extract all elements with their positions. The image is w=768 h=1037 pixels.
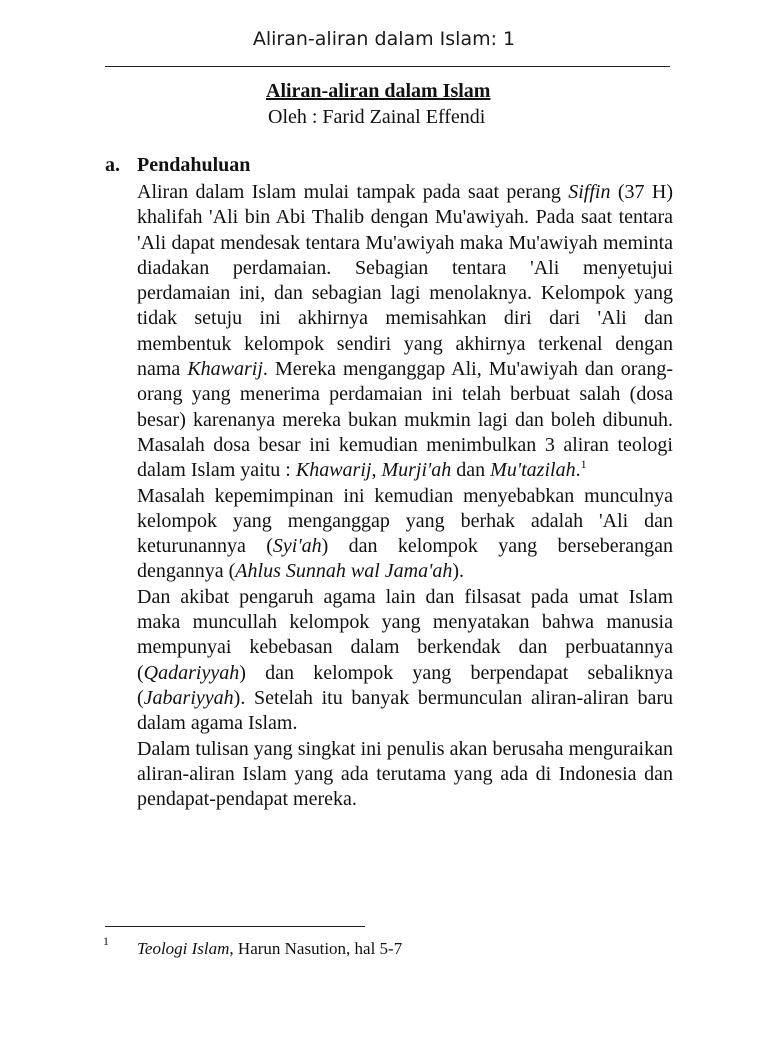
footnote-text: Teologi Islam, Harun Nasution, hal 5-7	[137, 939, 403, 958]
section-body	[137, 180, 673, 812]
footnote-number: 1	[103, 934, 109, 948]
footnote-rule	[105, 926, 365, 927]
footnote-ref[interactable]: 1	[580, 457, 587, 472]
document-title: Aliran-aliran dalam Islam	[266, 80, 491, 102]
author-line: Oleh : Farid Zainal Effendi	[268, 106, 486, 128]
running-header: Aliran-aliran dalam Islam: 1	[252, 28, 516, 50]
header-rule	[105, 66, 670, 67]
paragraph-4: Dalam tulisan yang singkat ini penulis akan berusaha menguraikan aliran-aliran Islam yang ada terutama yang ada di Indonesia dan pendapat-pendapat mereka.	[137, 737, 673, 811]
paragraph-2: Masalah kepemimpinan ini kemudian menyebabkan munculnya kelompok yang menganggap yang berhak adalah 'Ali dan keturunannya (Syi'ah) dan kelompok yang berseberangan dengannya (Ahlus Sunnah wal Jama'ah).	[137, 484, 673, 583]
section-marker: a.	[105, 154, 120, 176]
paragraph-1: Aliran dalam Islam mulai tampak pada saat perang Siffin (37 H) khalifah 'Ali bin Abi Thalib dengan Mu'awiyah. Pada saat tentara 'Ali dapat mendesak tentara Mu'awiyah maka Mu'awiyah meminta diadakan perdamaian. Sebagian tentara 'Ali menyetujui perdamaian ini, dan sebagian lagi menolaknya. Kelompok yang tidak setuju ini akhirnya memisahkan diri dari 'Ali dan membentuk kelompok sendiri yang akhirnya terkenal dengan nama Khawarij. Mereka menganggap Ali, Mu'awiyah dan orang-orang yang menerima perdamaian ini telah berbuat salah (dosa besar) karenanya mereka bukan mukmin lagi dan boleh dibunuh. Masalah dosa besar ini kemudian menimbulkan 3 aliran teologi dalam Islam yaitu : Khawarij, Murji'ah dan Mu'tazilah.$^1$	[137, 181, 674, 482]
paragraph-3: Dan akibat pengaruh agama lain dan filsasat pada umat Islam maka muncullah kelompok yang menyatakan bahwa manusia mempunyai kebebasan dalam berkendak dan perbuatannya (Qadariyyah) dan kelompok yang berpendapat sebaliknya (Jabariyyah). Setelah itu banyak bermunculan aliran-aliran baru dalam agama Islam.	[137, 585, 673, 735]
section-heading: Pendahuluan	[137, 154, 251, 176]
